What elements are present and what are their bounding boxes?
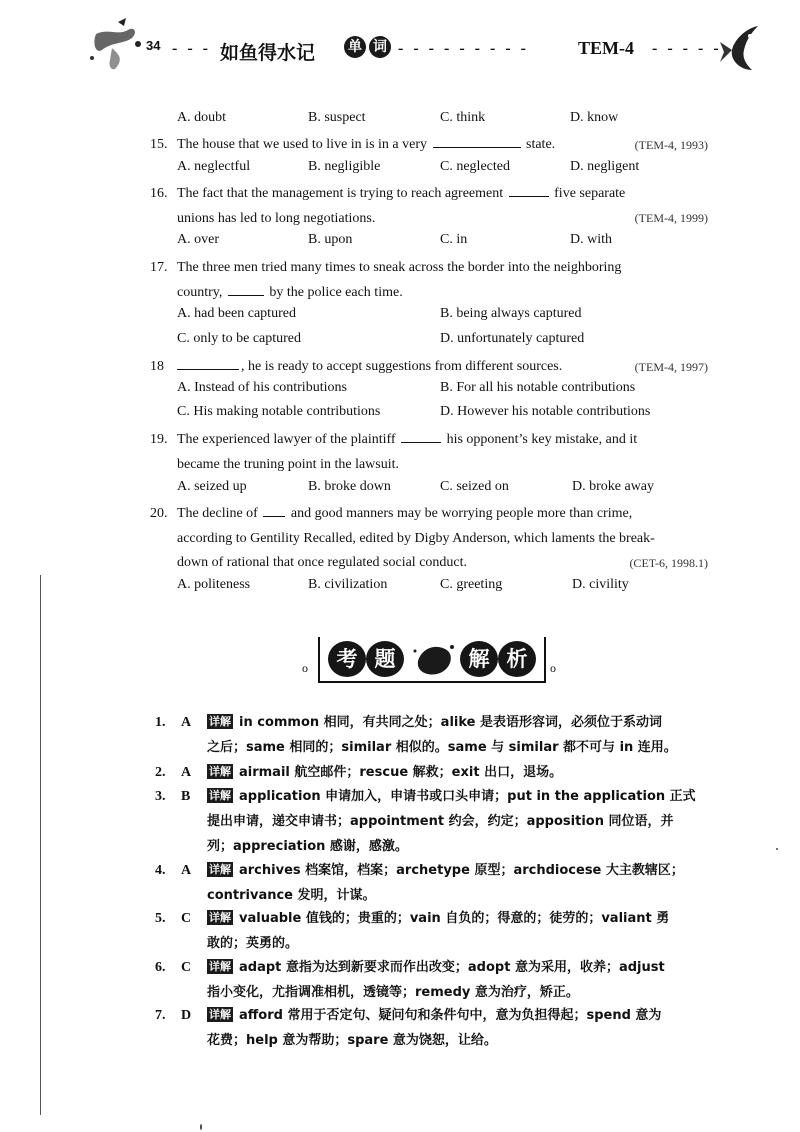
option-c: C. seized on <box>440 479 509 494</box>
question-number: 18 <box>150 359 164 374</box>
answer-number: 4. <box>155 863 166 878</box>
section-banner <box>300 633 560 687</box>
banner-char-1: 考 <box>328 641 366 677</box>
exam-label: TEM-4 <box>578 38 634 58</box>
options-q19 <box>177 479 737 503</box>
banner-dot-right: o <box>550 661 556 675</box>
answer-letter: A <box>181 715 192 730</box>
banner-dot-left: o <box>302 661 308 675</box>
answer-line: airmail 航空邮件；rescue 解救；exit 出口，退场。 <box>239 765 563 780</box>
scan-edge-line <box>40 575 41 1115</box>
answer-5 <box>155 906 715 956</box>
answer-blank <box>401 430 441 443</box>
series-title: 如鱼得水记 <box>220 42 316 64</box>
question-number: 17. <box>150 260 168 275</box>
banner-char-4: 析 <box>498 641 536 677</box>
header-dash-mid: - - - - - - - - - <box>398 40 529 57</box>
banner-char-2: 题 <box>366 641 404 677</box>
options-q18-row1 <box>177 380 737 404</box>
question-text: country, <box>177 284 226 300</box>
answer-blank <box>509 184 549 197</box>
scan-speck <box>776 848 778 850</box>
question-text-line3: down of rational that once regulated social conduct. <box>177 555 468 570</box>
option-b: B. negligible <box>308 159 381 174</box>
option-b: B. being always captured <box>440 306 582 321</box>
option-b: B. For all his notable contributions <box>440 380 636 395</box>
answer-line: 敢的；英勇的。 <box>207 936 299 951</box>
question-text-end: by the police each time. <box>265 284 403 300</box>
answer-line: 指小变化，尤指调准相机，透镜等；remedy 意为治疗，矫正。 <box>207 985 579 1000</box>
answer-number: 1. <box>155 715 166 730</box>
question-number: 19. <box>150 432 168 447</box>
answer-number: 2. <box>155 765 166 780</box>
option-c: C. only to be captured <box>177 331 302 346</box>
answer-3 <box>155 784 715 859</box>
detail-tag: 详解 <box>209 1008 231 1021</box>
page-header <box>0 0 800 90</box>
question-number: 20. <box>150 506 168 521</box>
options-q17-row2 <box>177 331 737 355</box>
options-q18-row2 <box>177 404 737 428</box>
question-text-line2: according to Gentility Recalled, edited by Digby Anderson, which laments the break- <box>177 530 655 546</box>
option-c: C. think <box>440 110 486 125</box>
answer-number: 7. <box>155 1008 166 1023</box>
question-source: (TEM-4, 1999) <box>634 211 708 225</box>
question-source: (TEM-4, 1997) <box>634 360 708 374</box>
answer-line: 提出申请，递交申请书；appointment 约会，约定；apposition 同位语，并 <box>207 814 674 829</box>
detail-tag: 详解 <box>209 911 231 924</box>
answer-number: 3. <box>155 789 166 804</box>
question-text: The house that we used to live in is in a very <box>177 137 431 152</box>
option-a: A. politeness <box>177 577 251 592</box>
series-mark-2: 词 <box>369 36 391 58</box>
option-d: D. unfortunately captured <box>440 331 585 346</box>
question-text-end: his opponent’s key mistake, and it <box>443 432 638 447</box>
question-text-end: state. <box>522 137 556 152</box>
question-source: (TEM-4, 1993) <box>634 138 708 152</box>
option-a: A. doubt <box>177 110 226 125</box>
answer-line: 花费；help 意为帮助；spare 意为饶恕，让给。 <box>207 1033 497 1048</box>
question-text-end: five separate <box>550 186 626 201</box>
answer-line: 列；appreciation 感谢，感激。 <box>207 839 408 854</box>
answer-line: valuable 值钱的；贵重的；vain 自负的；得意的；徒劳的；valiant 勇 <box>239 911 670 926</box>
question-15 <box>150 133 710 158</box>
page-number: 34 <box>146 38 161 53</box>
fish-icon <box>718 20 768 74</box>
answer-line: in common 相同，有共同之处；alike 是表语形容词，必须位于系动词 <box>239 715 663 730</box>
answer-line: archives 档案馆，档案；archetype 原型；archdiocese 大主教辖区； <box>239 863 684 878</box>
question-text-line1: The three men tried many times to sneak across the border into the neighboring <box>177 260 622 275</box>
option-b: B. suspect <box>308 110 366 125</box>
detail-tag: 详解 <box>209 715 231 728</box>
question-19 <box>150 428 710 477</box>
answer-line: 之后；same 相同的；similar 相似的。same 与 similar 都不可与 in 连用。 <box>207 740 677 755</box>
option-c: C. neglected <box>440 159 510 174</box>
options-q14 <box>177 110 737 134</box>
series-mark-1: 单 <box>344 36 366 58</box>
option-b: B. civilization <box>308 577 388 592</box>
answer-line: contrivance 发明，计谋。 <box>207 888 376 903</box>
option-a: A. had been captured <box>177 306 296 321</box>
options-q16 <box>177 232 737 256</box>
options-q15 <box>177 159 737 183</box>
question-18 <box>150 355 710 380</box>
option-b: B. broke down <box>308 479 391 494</box>
header-dash-left: - - - <box>172 40 211 57</box>
answer-2 <box>155 760 715 785</box>
question-text-end: and good manners may be worrying people more than crime, <box>287 506 633 521</box>
answer-blank <box>228 283 264 296</box>
scan-speck <box>200 1124 202 1130</box>
option-a: A. over <box>177 232 219 247</box>
answer-7 <box>155 1003 715 1053</box>
option-d: D. know <box>570 110 619 125</box>
question-text: The decline of <box>177 506 262 521</box>
option-a: A. neglectful <box>177 159 251 174</box>
answer-letter: A <box>181 863 192 878</box>
question-text: The experienced lawyer of the plaintiff <box>177 432 400 447</box>
answer-letter: B <box>181 789 191 804</box>
answer-line: adapt 意指为达到新要求而作出改变；adopt 意为采用，收养；adjust <box>239 960 665 975</box>
detail-tag: 详解 <box>209 960 231 973</box>
options-q17-row1 <box>177 306 737 330</box>
option-d: D. civility <box>572 577 629 592</box>
header-dash-right: - - - - - <box>652 40 722 57</box>
option-d: D. broke away <box>572 479 655 494</box>
answer-letter: C <box>181 911 192 926</box>
ink-splash-left-icon <box>88 14 148 76</box>
option-c: C. in <box>440 232 468 247</box>
answer-letter: D <box>181 1008 192 1023</box>
detail-tag: 详解 <box>209 765 231 778</box>
question-20 <box>150 502 710 576</box>
option-a: A. Instead of his contributions <box>177 380 347 395</box>
question-16 <box>150 182 710 231</box>
answer-number: 5. <box>155 911 166 926</box>
question-text-end: , he is ready to accept suggestions from different sources. <box>241 359 563 374</box>
option-c: C. greeting <box>440 577 503 592</box>
question-text: The fact that the management is trying to reach agreement <box>177 186 507 201</box>
answer-number: 6. <box>155 960 166 975</box>
option-d: D. negligent <box>570 159 640 174</box>
question-source: (CET-6, 1998.1) <box>629 556 708 570</box>
answer-line: application 申请加入，申请书或口头申请；put in the application 正式 <box>239 789 696 804</box>
option-d: D. with <box>570 232 612 247</box>
options-q20 <box>177 577 737 601</box>
banner-char-3: 解 <box>460 641 498 677</box>
question-text-line2: unions has led to long negotiations. <box>177 210 376 226</box>
answer-letter: C <box>181 960 192 975</box>
answer-6 <box>155 955 715 1005</box>
detail-tag: 详解 <box>209 789 231 802</box>
question-text-line2: became the truning point in the lawsuit. <box>177 456 400 472</box>
ink-splash-icon <box>412 639 456 679</box>
option-c: C. His making notable contributions <box>177 404 381 419</box>
option-b: B. upon <box>308 232 353 247</box>
detail-tag: 详解 <box>209 863 231 876</box>
answer-4 <box>155 858 715 908</box>
answer-blank <box>263 504 285 517</box>
answer-blank <box>433 135 521 148</box>
answer-letter: A <box>181 765 192 780</box>
question-17 <box>150 256 710 305</box>
answer-1 <box>155 710 715 760</box>
question-number: 15. <box>150 137 168 152</box>
answer-blank <box>177 357 239 370</box>
option-d: D. However his notable contributions <box>440 404 651 419</box>
question-number: 16. <box>150 186 168 201</box>
option-a: A. seized up <box>177 479 247 494</box>
answer-line: afford 常用于否定句、疑问句和条件句中，意为负担得起；spend 意为 <box>239 1008 662 1023</box>
